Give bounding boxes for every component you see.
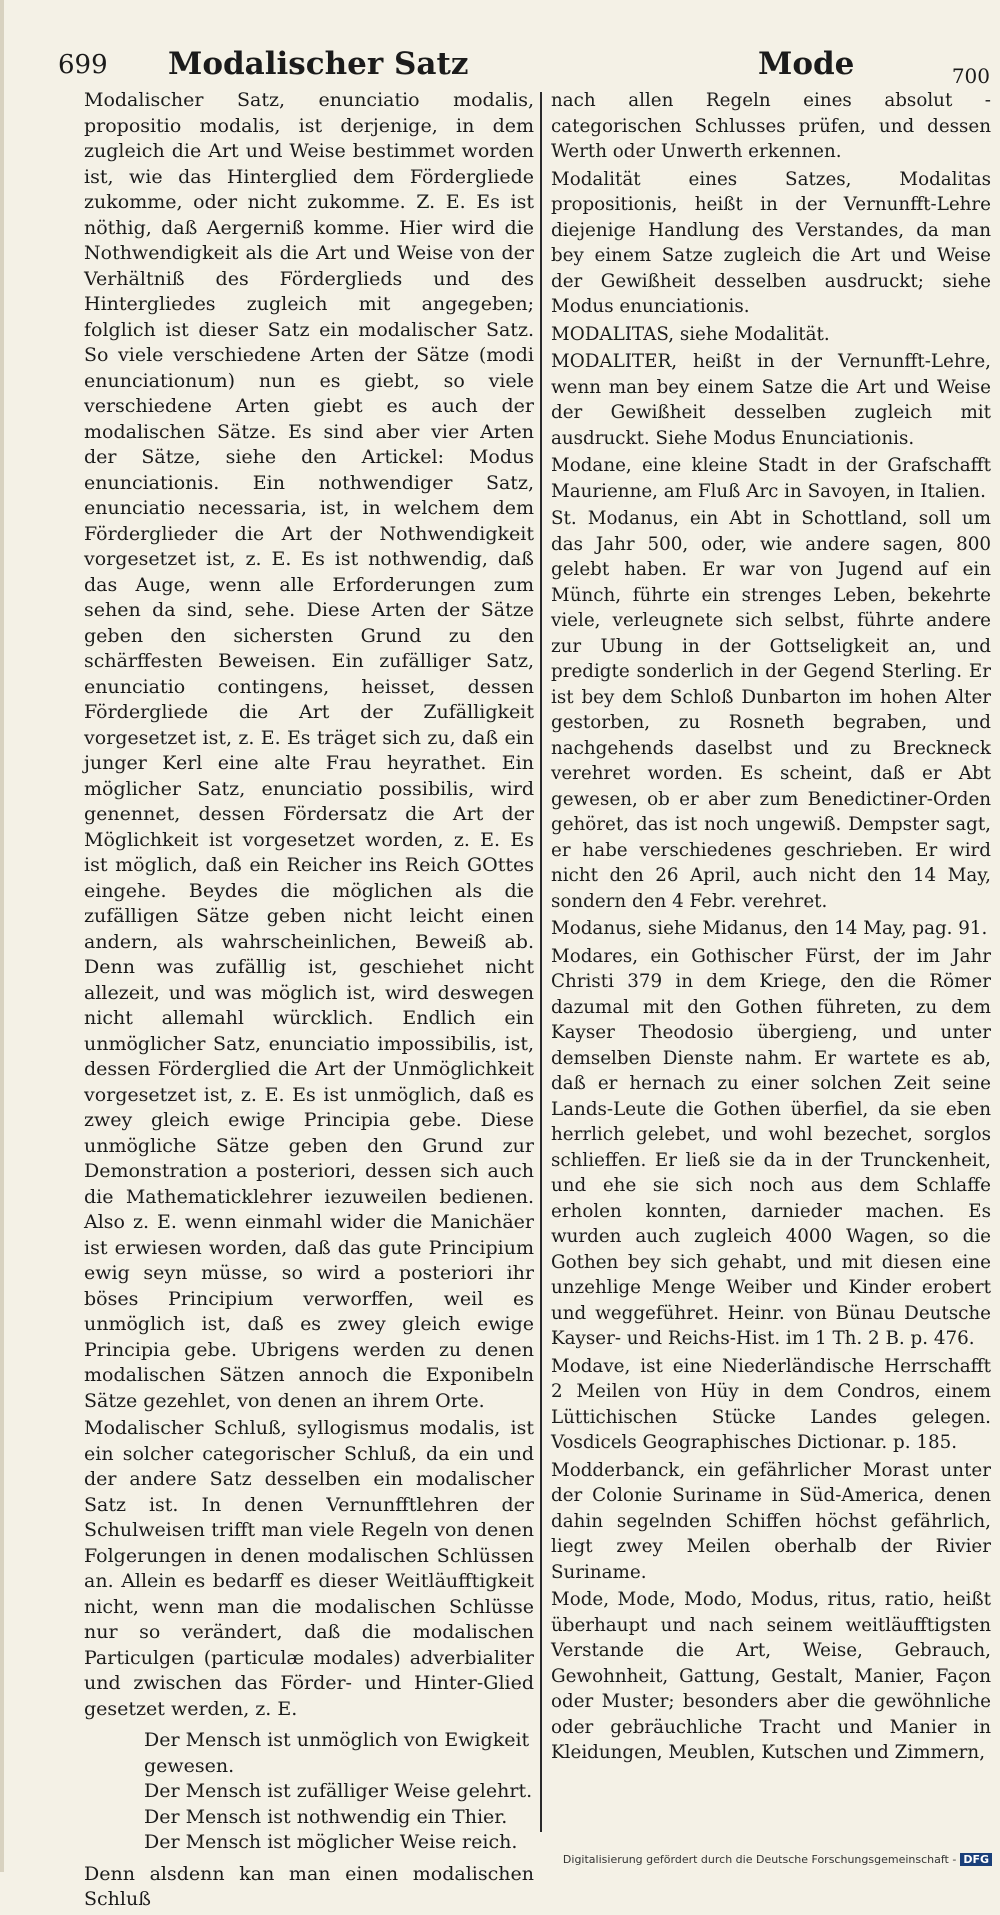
entry-modderbanck: Modderbanck, ein gefährlicher Morast unter der Colonie Suriname in Süd-America, denen dahin segelnden Schiffen höchst gefährlich, liegt zwey Meilen oberhalb der Rivier Suriname. [551, 1459, 991, 1583]
page-edge [0, 0, 16, 1872]
verse-line: Der Mensch ist nothwendig ein Thier. [144, 1805, 508, 1828]
column-divider [540, 92, 542, 1832]
entry-modave: Modave, ist eine Niederländische Herrschafft 2 Meilen von Hüy in dem Condros, einem Lüttichischen Stücke Landes gelegen. Vosdicels Geographisches Dictionar. p. 185. [551, 1355, 991, 1453]
entry-continuation: nach allen Regeln eines absolut - categorischen Schlusses prüfen, und dessen Werth oder Unwerth erkennen. [551, 90, 991, 162]
header-keyword-left: Modalischer Satz [168, 46, 469, 82]
verse-line: Der Mensch ist unmöglich von Ewigkeit gewesen. [144, 1729, 530, 1777]
left-column [84, 88, 534, 1915]
entry-modares: Modares, ein Gothischer Fürst, der im Jahr Christi 379 in dem Kriege, den die Römer dazumal mit den Gothen führeten, zu dem Kayser Theodosio übergieng, und unter demselben Dienste nahm. Er wartete es ab, daß er hernach zu einer solchen Zeit seine Lands-Leute die Gothen überfiel, da sie eben herrlich gelebet, und wohl bezechet, sorglos schlieffen. Er ließ sie da in der Trunckenheit, und ehe sie sich noch aus dem Schlaffe erholen konnten, darnieder machen. Es wurden auch zugleich 4000 Wagen, so die Gothen bey sich gehabt, und mit diesen eine unzehlige Menge Weiber und Kinder erobert und weggeführet. Heinr. von Bünau Deutsche Kayser- und Reichs-Hist. im 1 Th. 2 B. p. 476. [551, 945, 991, 1349]
verse-line: Der Mensch ist zufälliger Weise gelehrt. [144, 1780, 533, 1802]
example-verse [144, 1728, 534, 1856]
dfg-badge: DFG [960, 1853, 992, 1866]
entry-modalischer-satz: Modalischer Satz, enunciatio modalis, propositio modalis, ist derjenige, in dem zugleich die Art und Weise bestimmet worden ist, wie das Hinterglied dem Fördergliede zukomme, oder nicht zukomme. Z. E. Es ist nöthig, daß Aergerniß komme. Hier wird die Nothwendigkeit als die Art und Weise von der Verhältniß des Förderglieds und des Hintergliedes zugleich mit angegeben; folglich ist dieser Satz ein modalischer Satz. So viele verschiedene Arten der Sätze (modi enunciationum) nun es giebt, so viele verschiedene Arten giebt es auch der modalischen Sätze. Es sind aber vier Arten der Sätze, siehe den Artickel: Modus enunciationis. Ein nothwendiger Satz, enunciatio necessaria, ist, in welchem dem Förderglieder die Art der Nothwendigkeit vorgesetzet ist, z. E. Es ist nothwendig, daß das Auge, wenn alle Erforderungen zum sehen da sind, sehe. Diese Arten der Sätze geben den sichersten Grund zu den schärffesten Beweisen. Ein zufälliger Satz, enunciatio contingens, heisset, dessen Fördergliede die Art der Zufälligkeit vorgesetzet ist, z. E. Es träget sich zu, daß ein junger Kerl eine alte Frau heyrathet. Ein möglicher Satz, enunciatio possibilis, wird genennet, dessen Fördersatz die Art der Möglichkeit ist vorgesetzet worden, z. E. Es ist möglich, daß ein Reicher ins Reich GOttes eingehe. Beydes die möglichen als die zufälligen Sätze geben nicht leicht einen andern, als wahrscheinlichen, Beweiß ab. Denn was zufällig ist, geschiehet nicht allezeit, und was möglich ist, wird deswegen nicht allemahl würcklich. Endlich ein unmöglicher Satz, enunciatio impossibilis, ist, dessen Förderglied die Art der Unmöglichkeit vorgesetzet ist, z. E. Es ist unmöglich, daß es zwey gleich ewige Principia gebe. Diese unmögliche Sätze geben den Grund zur Demonstration a posteriori, dessen sich auch die Mathematicklehrer iezuweilen bedienen. Also z. E. wenn einmahl wider die Manichäer ist erwiesen worden, daß das gute Principium ewig seyn müsse, so wird a posteriori ihr böses Principium verworffen, weil es unmöglich ist, daß es zwey gleich ewige Principia gebe. Ubrigens werden zu denen modalischen Sätzen annoch die Exponibeln Sätze gezehlet, von denen an ihrem Orte. [84, 89, 534, 1412]
running-header [58, 40, 990, 88]
entry-modalitas: MODALITAS, siehe Modalität. [551, 323, 830, 345]
entry-modanus: Modanus, siehe Midanus, den 14 May, pag. 91. [551, 918, 988, 939]
footer-text: Digitalisierung gefördert durch die Deutsche Forschungsgemeinschaft - [562, 1853, 957, 1866]
digitization-footer [563, 1853, 992, 1866]
verse-line: Der Mensch ist möglicher Weise reich. [144, 1831, 518, 1853]
continuation-text: Denn alsdenn kan man einen modalischen Schluß [84, 1862, 534, 1910]
entry-st-modanus: St. Modanus, ein Abt in Schottland, soll um das Jahr 500, oder, wie andere sagen, 800 gelebt haben. Er war von Jugend auf ein Münch, führte ein strenges Leben, bekehrte viele, verleugnete sich selbst, führte andere zur Ubung in der Gottseligkeit an, und predigte sonderlich in der Gegend Sterling. Er ist bey dem Schloß Dunbarton im hohen Alter gestorben, zu Rosneth begraben, und nachgehends daselbst und zu Breckneck verehret worden. Es scheint, daß er Abt gewesen, ob er aber zum Benedictiner-Orden gehöret, das ist noch ungewiß. Dempster sagt, er habe verschiedenes geschrieben. Er wird nicht den 26 April, auch nicht den 14 May, sondern den 4 Febr. verehret. [551, 508, 991, 912]
entry-modalischer-schluss: Modalischer Schluß, syllogismus modalis, ist ein solcher categorischer Schluß, da ein und der andere Satz desselben ein modalischer Satz ist. In denen Vernunfftlehren der Schulweisen trifft man viele Regeln von denen Folgerungen in denen modalischen Schlüssen an. Allein es bedarff es dieser Weitläufftigkeit nicht, wenn man die modalischen Schlüsse nur so verändert, daß die modalischen Particulgen (particulæ modales) adverbialiter und zwischen das Förder- und Hinter-Glied gesetzet werden, z. E. [84, 1417, 534, 1720]
entry-modaliter: MODALITER, heißt in der Vernunfft-Lehre, wenn man bey einem Satze die Art und Weise der Gewißheit desselben zugleich mit ausdruckt. Siehe Modus Enunciationis. [551, 351, 991, 449]
page-number-right: 700 [951, 64, 990, 88]
page-number-left: 699 [58, 50, 108, 80]
header-keyword-right: Mode [758, 46, 855, 82]
entry-modane: Modane, eine kleine Stadt in der Grafschafft Maurienne, am Fluß Arc in Savoyen, in Italien. [551, 455, 991, 502]
right-column [551, 88, 991, 1768]
entry-modalitaet: Modalität eines Satzes, Modalitas propositionis, heißt in der Vernunfft-Lehre diejenige Handlung des Verstandes, da man bey einem Satze zugleich die Art und Weise der Gewißheit desselben ausdruckt; siehe Modus enunciationis. [551, 168, 991, 317]
entry-mode: Mode, Mode, Modo, Modus, ritus, ratio, heißt überhaupt und nach seinem weitläufftigsten Verstande die Art, Weise, Gebrauch, Gewohnheit, Gattung, Gestalt, Manier, Façon oder Muster; besonders aber die gewöhnliche oder gebräuchliche Tracht und Manier in Kleidungen, Meublen, Kutschen und Zimmern, [551, 1589, 991, 1763]
